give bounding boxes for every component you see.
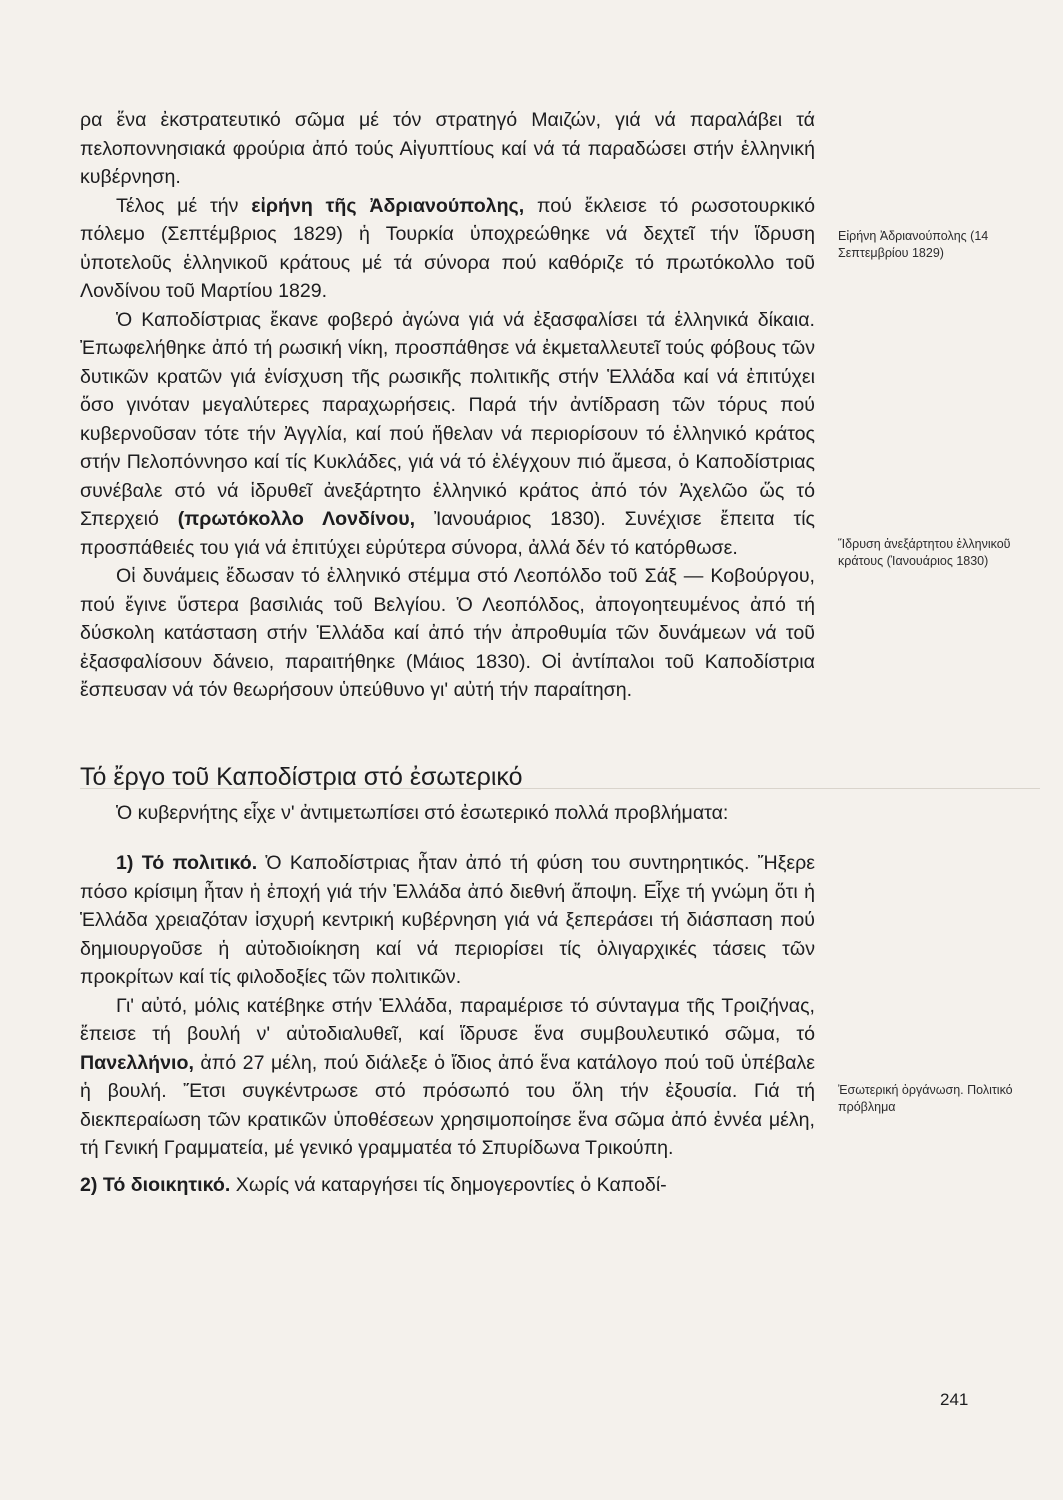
bold-term: (πρωτόκολλο Λονδίνου,	[177, 508, 416, 530]
section-heading: Τό ἔργο τοῦ Καποδίστρια στό ἐσωτερικό	[80, 762, 523, 791]
bold-term: 2) Τό διοικητικό.	[80, 1173, 231, 1196]
paragraph-text: Τέλος μέ τήν	[116, 194, 252, 217]
paragraph-text: Ὁ Καποδίστριας ἔκανε φοβερό ἀγώνα γιά νά ἐξασφαλίσει τά ἑλληνικά δίκαια. Ἐπωφελήθηκε ἀπό τή ρωσική νίκη, προσπάθησε νά ἐκμεταλλευτεῖ τούς φόβους τῶν δυτικῶν κρατῶν γιά ἐνίσχυση τῆς ρωσικῆς πολιτικῆς στήν Ἑλλάδα καί νά ἐπιτύχει ὅσο γινόταν μεγαλύτερες παραχωρήσεις. Παρά τήν ἀντίδραση τῶν τόρυς πού κυβερνοῦσαν τότε τήν Ἀγγλία, καί πού ἤθελαν νά περιορίσουν τό ἑλληνικό κράτος στήν Πελοπόννησο καί τίς Κυκλάδες, γιά νά τό ἐλέγχουν πιό ἄμεσα, ὁ Καποδίστριας συνέβαλε στό νά ἱδρυθεῖ ἀνεξάρτητο ἑλληνικό κράτος ἀπό τόν Ἀχελῶο ὥς τό Σπερχειό	[80, 308, 815, 530]
paragraph-text: ἀπό 27 μέλη, πού διάλεξε ὁ ἴδιος ἀπό ἕνα κατάλογο πού τοῦ ὑπέβαλε ἡ βουλή. Ἔτσι συγκέντρωσε στό πρόσωπό του ὅλη τήν ἐξουσία. Γιά τή διεκπεραίωση τῶν κρατικῶν ὑποθέσεων χρησιμοποίησε ἕνα σῶμα ἀπό ἐννέα μέλη, τή Γενική Γραμματεία, μέ γενικό γραμματέα τό Σπυρίδωνα Τρικούπη.	[80, 1051, 815, 1159]
main-text-column	[80, 106, 815, 1199]
margin-note: Ἵδρυση ἀνεξάρτητου ἑλληνικοῦ κράτους (Ἰανουάριος 1830)	[838, 537, 1011, 568]
paragraph	[80, 192, 815, 306]
bold-term: 1) Τό πολιτικό.	[116, 852, 258, 874]
paragraph	[80, 1171, 815, 1200]
margin-note: Ἐσωτερική ὀργάνωση. Πολιτικό πρόβλημα	[838, 1083, 1013, 1114]
page-number: 241	[940, 1390, 969, 1409]
paragraph-text: Γι' αὐτό, μόλις κατέβηκε στήν Ἑλλάδα, παραμέρισε τό σύνταγμα τῆς Τροιζήνας, ἔπεισε τή βουλή ν' αὐτοδιαλυθεῖ, καί ἵδρυσε ἕνα συμβουλευτικό σῶμα, τό	[80, 994, 815, 1045]
paragraph-text: Ὁ Καποδίστριας ἦταν ἀπό τή φύση του συντηρητικός. Ἤξερε πόσο κρίσιμη ἦταν ἡ ἐποχή γιά τήν Ἑλλάδα ἀπό διεθνή ἄποψη. Εἶχε τή γνώμη ὅτι ἡ Ἑλλάδα χρειαζόταν ἰσχυρή κεντρική κυβέρνηση γιά νά ξεπεράσει τή διάσπαση πού δημιουργοῦσε ἡ αὐτοδιοίκηση καί νά περιορίσει τίς ὀλιγαρχικές τάσεις τῶν προκρίτων καί τίς φιλοδοξίες τῶν πολιτικῶν.	[80, 852, 815, 988]
paragraph	[80, 992, 815, 1163]
paragraph-text: πού ἔκλεισε τό ρωσοτουρκικό πόλεμο (Σεπτέμβριος 1829) ἡ Τουρκία ὑποχρεώθηκε νά δεχτεῖ τήν ἵδρυση ὑποτελοῦς ἑλληνικοῦ κράτους μέ τά σύνορα πού καθόριζε τό πρωτόκολλο τοῦ Λονδίνου τοῦ Μαρτίου 1829.	[80, 194, 816, 302]
paragraph: Οἱ δυνάμεις ἔδωσαν τό ἑλληνικό στέμμα στό Λεοπόλδο τοῦ Σάξ — Κοβούργου, πού ἔγινε ὕστερα βασιλιάς τοῦ Βελγίου. Ὁ Λεοπόλδος, ἀπογοητευμένος ἀπό τή δύσκολη κατάσταση στήν Ἑλλάδα καί ἀπό τήν ἀπροθυμία τῶν δυνάμεων νά τοῦ ἐξασφαλίσουν δάνειο, παραιτήθηκε (Μάιος 1830). Οἱ ἀντίπαλοι τοῦ Καποδίστρια ἔσπευσαν νά τόν θεωρήσουν ὑπεύθυνο γι' αὐτή τήν παραίτηση.	[80, 565, 815, 701]
paragraph-text: Ἰανουάριος 1830). Συνέχισε ἔπειτα τίς προσπάθειές του γιά νά ἐπιτύχει εὐρύτερα σύνορα, ἀλλά δέν τό κατόρθωσε.	[80, 508, 815, 559]
bold-term: Πανελλήνιο,	[80, 1051, 194, 1074]
paragraph	[80, 306, 815, 563]
paragraph	[80, 849, 815, 992]
margin-note: Εἰρήνη Ἀδριανούπολης (14 Σεπτεμβρίου 1829)	[838, 229, 989, 260]
bold-term: εἰρήνη τῆς Ἀδριανούπολης,	[251, 194, 525, 217]
paragraph: Ὁ κυβερνήτης εἶχε ν' ἀντιμετωπίσει στό ἐσωτερικό πολλά προβλήματα:	[116, 801, 729, 824]
paragraph-text: Χωρίς νά καταργήσει τίς δημογεροντίες ὁ Καποδί-	[230, 1173, 667, 1196]
paragraph: ρα ἕνα ἐκστρατευτικό σῶμα μέ τόν στρατηγό Μαιζών, γιά νά παραλάβει τά πελοποννησιακά φρούρια ἀπό τούς Αἰγυπτίους καί νά τά παραδώσει στήν ἑλληνική κυβέρνηση.	[80, 109, 815, 188]
